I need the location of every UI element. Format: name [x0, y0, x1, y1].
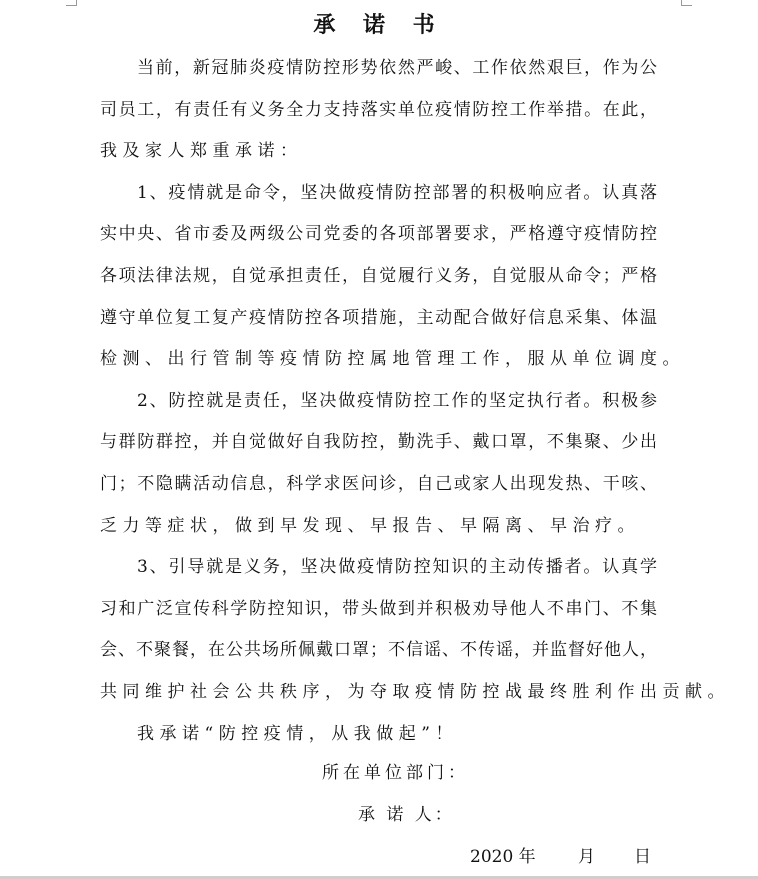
paragraph-line: 我承诺“防控疫情，从我做起”！ — [137, 723, 458, 744]
paragraph-line: 门；不隐瞒活动信息，科学求医问诊，自己或家人出现发热、干咳、 — [100, 474, 657, 494]
paragraph-line: 检测、出行管制等疫情防控属地管理工作，服从单位调度。 — [100, 349, 685, 370]
date-year: 2020 年 — [470, 847, 536, 867]
page-corner-mark — [681, 0, 692, 6]
date-month: 月 — [578, 847, 599, 867]
paragraph-line: 习和广泛宣传科学防控知识，带头做到并积极劝导他人不串门、不集 — [100, 598, 657, 619]
paragraph-line: 各项法律法规，自觉承担责任，自觉履行义务，自觉服从命令；严格 — [100, 266, 657, 286]
paragraph-line: 1、疫情就是命令，坚决做疫情防控部署的积极响应者。认真落 — [137, 182, 657, 203]
page-corner-mark — [66, 0, 77, 6]
department-label: 所在单位部门： — [322, 763, 469, 783]
paragraph-line: 当前，新冠肺炎疫情防控形势依然严峻、工作依然艰巨，作为公 — [137, 58, 657, 78]
paragraph-line: 会、不聚餐，在公共场所佩戴口罩；不信谣、不传谣，并监督好他人， — [100, 640, 657, 661]
document-title: 承 诺 书 — [313, 12, 445, 38]
paragraph-line: 3、引导就是义务，坚决做疫情防控知识的主动传播者。认真学 — [137, 557, 657, 578]
paragraph-line: 我及家人郑重承诺： — [100, 141, 303, 162]
paragraph-line: 与群防群控，并自觉做好自我防控，勤洗手、戴口罩，不集聚、少出 — [100, 432, 657, 453]
paragraph-line: 2、防控就是责任，坚决做疫情防控工作的坚定执行者。积极参 — [137, 390, 657, 411]
paragraph-line: 乏力等症状，做到早发现、早报告、早隔离、早治疗。 — [100, 515, 640, 536]
date-day: 日 — [634, 847, 655, 867]
paragraph-line: 遵守单位复工复产疫情防控各项措施，主动配合做好信息采集、体温 — [100, 307, 657, 328]
paragraph-line: 共同维护社会公共秩序，为夺取疫情防控战最终胜利作出贡献。 — [100, 682, 730, 702]
promiser-label: 承 诺 人： — [358, 805, 455, 825]
paragraph-line: 司员工，有责任有义务全力支持落实单位疫情防控工作举措。在此， — [100, 99, 657, 120]
paragraph-line: 实中央、省市委及两级公司党委的各项部署要求，严格遵守疫情防控 — [100, 224, 657, 245]
